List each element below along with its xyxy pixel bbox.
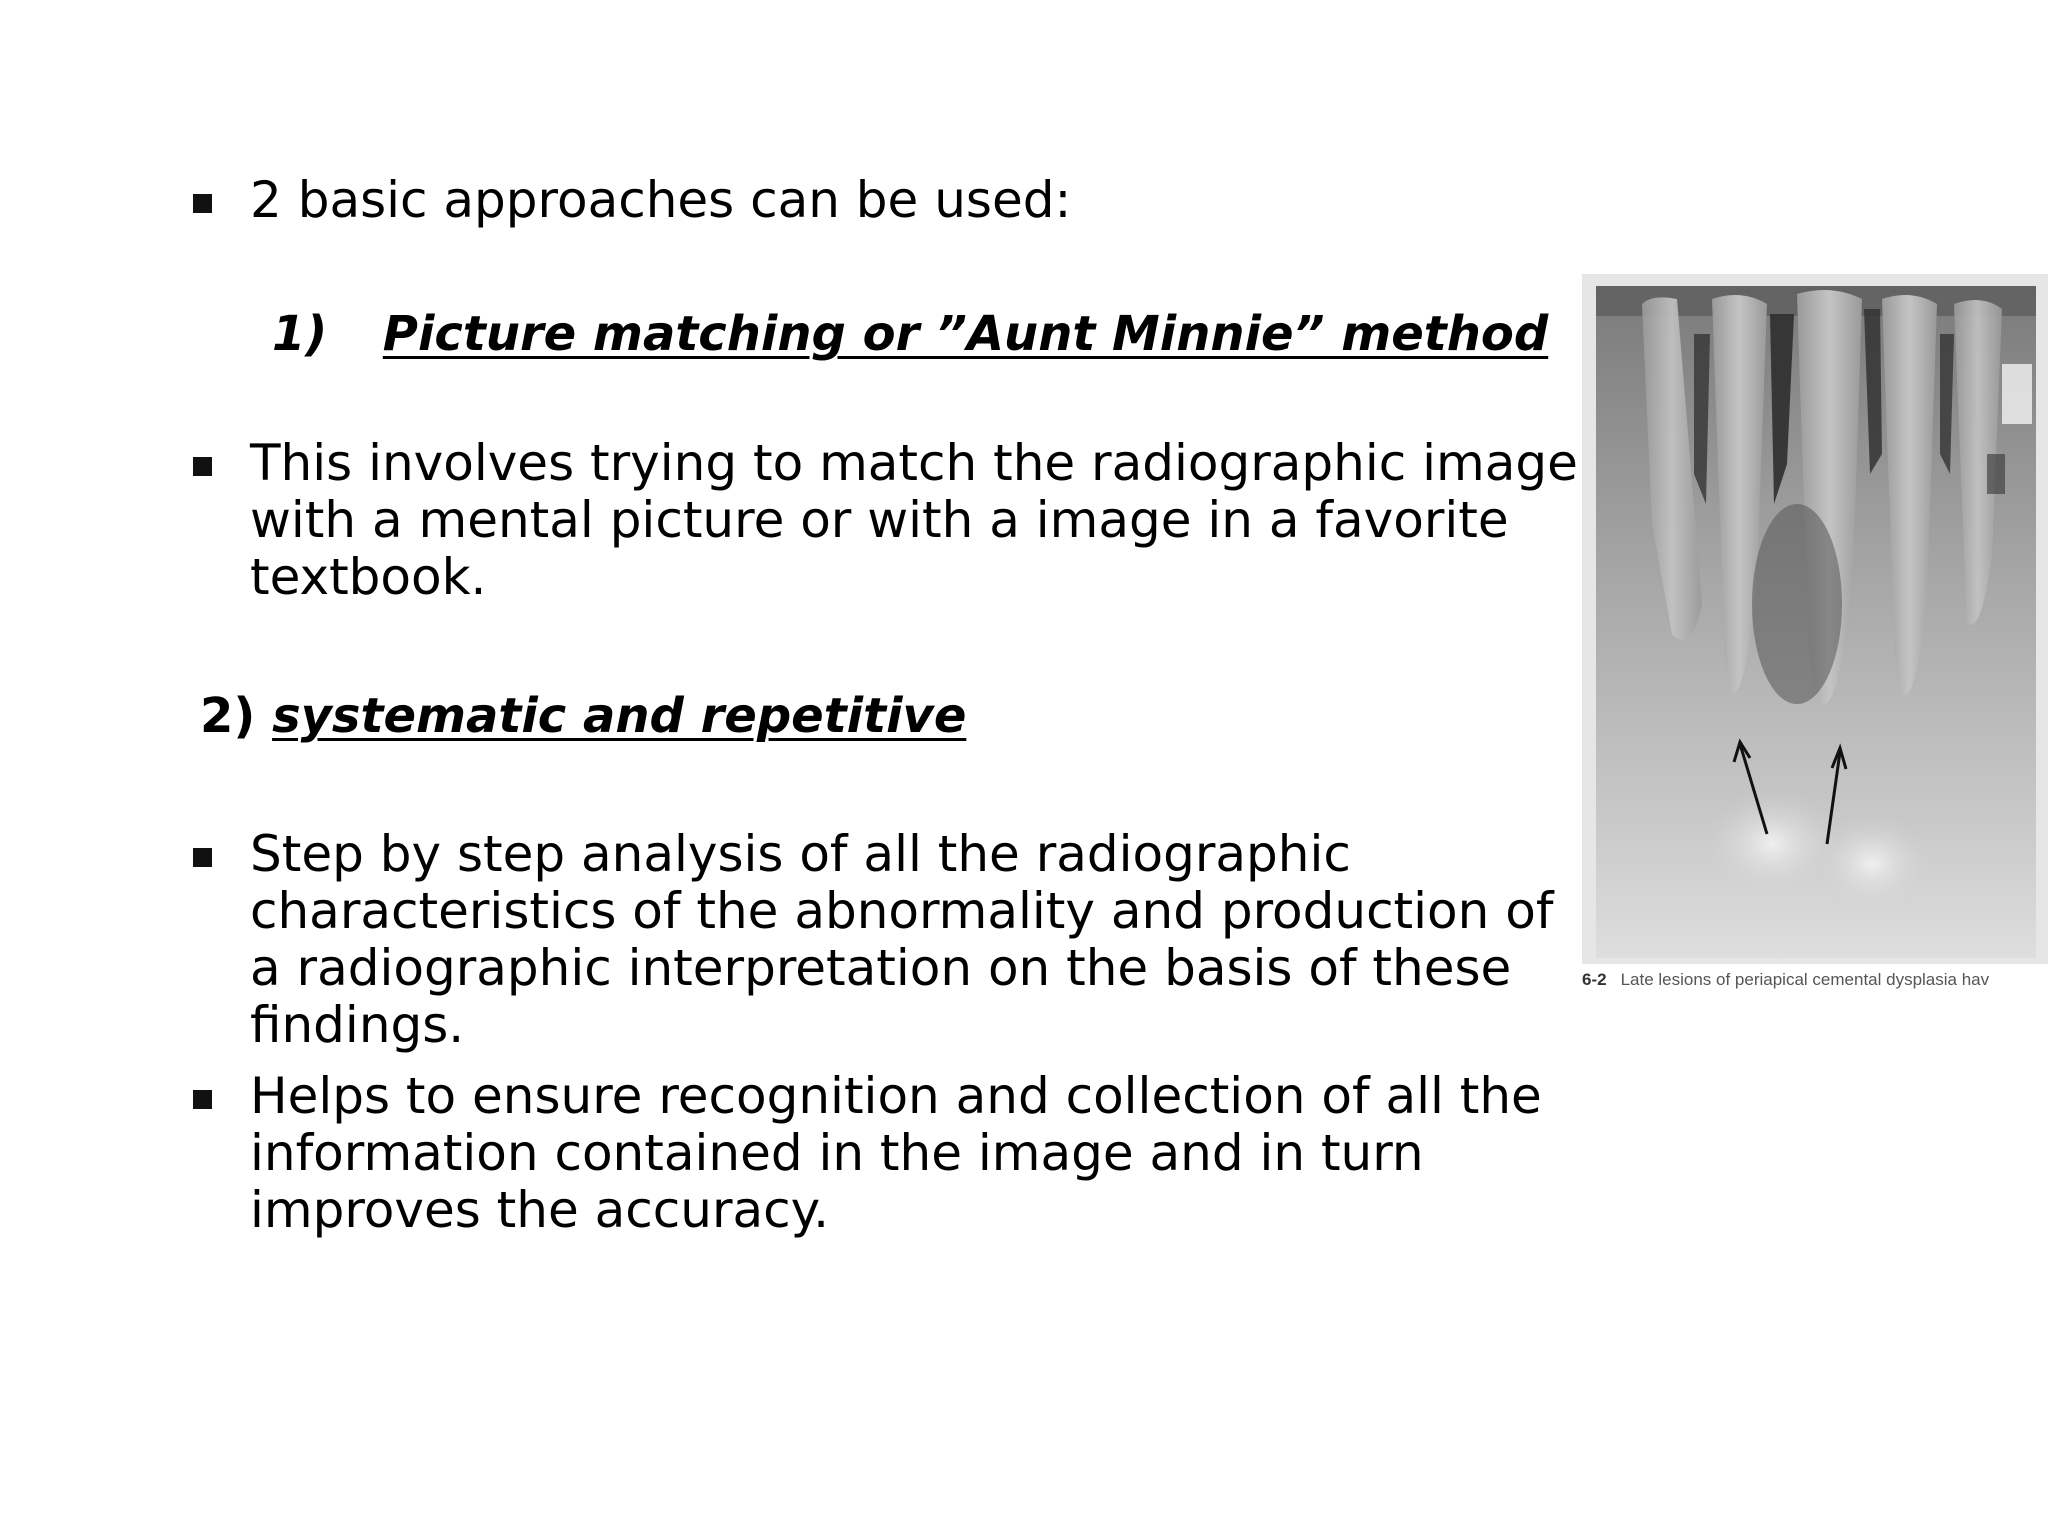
radiograph-drawing xyxy=(1582,274,2048,964)
caption-number: 6-2 xyxy=(1582,970,1607,989)
bullet-helps-ensure xyxy=(185,1068,1565,1243)
bullet-line: information contained in the image and in turn xyxy=(250,1124,1424,1182)
radiograph-figure xyxy=(1582,274,2048,1004)
bullet-line: findings. xyxy=(250,996,465,1054)
square-bullet-icon xyxy=(193,848,212,867)
method-2-title: systematic and repetitive xyxy=(272,688,967,744)
bullet-line: with a mental picture or with a image in a favorite xyxy=(250,491,1509,549)
method-2-heading xyxy=(200,688,966,744)
bullet-line: textbook. xyxy=(250,548,487,606)
square-bullet-icon xyxy=(193,457,212,476)
bullet-approaches xyxy=(185,172,1565,232)
bullet-line: This involves trying to match the radiographic image xyxy=(250,434,1578,492)
bullet-picture-matching xyxy=(185,434,1578,610)
bullet-text xyxy=(250,172,1565,229)
bullet-text xyxy=(250,434,1578,606)
bullet-step-by-step xyxy=(185,826,1565,1056)
bullet-line: a radiographic interpretation on the basis of these xyxy=(250,939,1512,997)
bullet-line: Step by step analysis of all the radiographic xyxy=(250,825,1351,883)
radiograph-image xyxy=(1582,274,2048,964)
bullet-line: characteristics of the abnormality and production of xyxy=(250,882,1554,940)
method-2-number: 2) xyxy=(200,688,256,744)
method-1-heading xyxy=(272,306,1548,362)
square-bullet-icon xyxy=(193,194,212,213)
bullet-text xyxy=(250,826,1565,1054)
bullet-line: 2 basic approaches can be used: xyxy=(250,171,1072,229)
figure-caption xyxy=(1582,970,1989,990)
bullet-line: Helps to ensure recognition and collection of all the xyxy=(250,1067,1542,1125)
method-1-number: 1) xyxy=(272,306,328,362)
caption-text: Late lesions of periapical cemental dysplasia hav xyxy=(1620,970,1990,989)
bullet-line: improves the accuracy. xyxy=(250,1181,829,1239)
method-1-title: Picture matching or ”Aunt Minnie” method xyxy=(382,306,1549,362)
bullet-text xyxy=(250,1068,1565,1239)
square-bullet-icon xyxy=(193,1090,212,1109)
